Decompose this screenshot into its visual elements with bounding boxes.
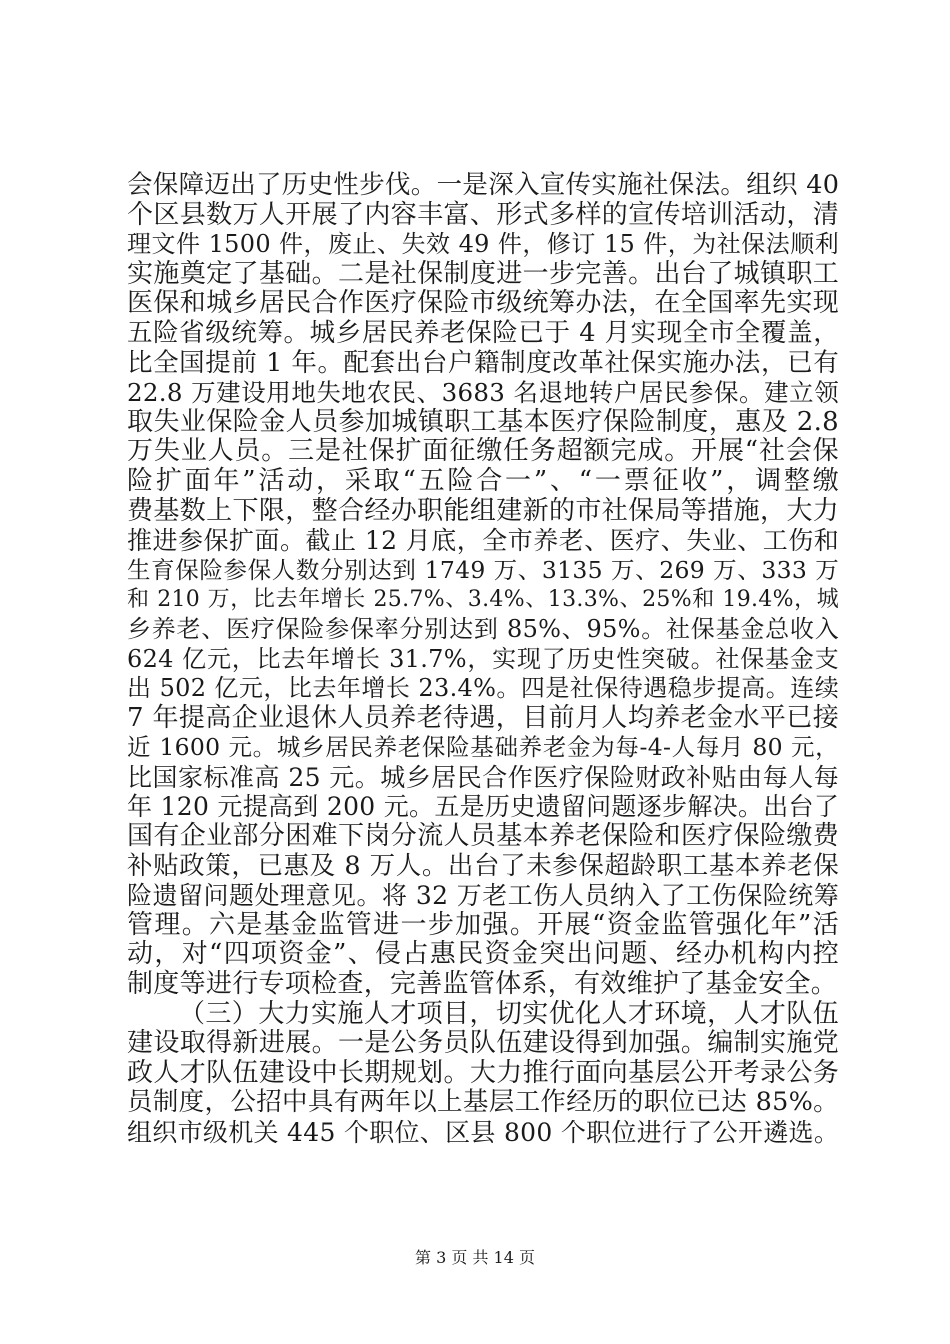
text-line: 624 亿元，比去年增长 31.7%，实现了历史性突破。社保基金支: [127, 644, 839, 673]
text-line: 补贴政策，已惠及 8 万人。出台了未参保超龄职工基本养老保: [127, 850, 839, 881]
text-line: （三）大力实施人才项目，切实优化人才环境，人才队伍: [179, 998, 839, 1029]
paragraph-2: [127, 1000, 839, 1148]
page-footer: [0, 1245, 950, 1268]
text-line: 个区县数万人开展了内容丰富、形式多样的宣传培训活动，清: [127, 199, 839, 230]
text-line: 险遗留问题处理意见。将 32 万老工伤人员纳入了工伤保险统筹: [127, 881, 839, 911]
text-line: 建设取得新进展。一是公务员队伍建设得到加强。编制实施党: [127, 1028, 839, 1059]
text-line: 制度等进行专项检查，完善监管体系，有效维护了基金安全。: [127, 969, 838, 1000]
text-line: 国有企业部分困难下岗分流人员基本养老保险和医疗保险缴费: [127, 821, 839, 852]
text-line: 险扩面年”活动，采取“五险合一”、“一票征收”，调整缴: [127, 465, 839, 496]
paragraph-1: [127, 171, 839, 1000]
text-line: 五险省级统筹。城乡居民养老保险已于 4 月实现全市全覆盖，: [127, 317, 839, 348]
text-line: 费基数上下限，整合经办职能组建新的市社保局等措施，大力: [127, 495, 839, 526]
page-number: 第 3 页 共 14 页: [415, 1248, 535, 1267]
text-line: 和 210 万，比去年增长 25.7%、3.4%、13.3%、25%和 19.4%，城: [127, 587, 839, 613]
text-line: 7 年提高企业退休人员养老待遇，目前月人均养老金水平已接: [127, 702, 839, 733]
text-line: 比全国提前 1 年。配套出台户籍制度改革社保实施办法，已有: [127, 347, 839, 378]
text-line: 22.8 万建设用地失地农民、3683 名退地转户居民参保。建立领: [127, 378, 839, 408]
text-line: 推进参保扩面。截止 12 月底，全市养老、医疗、失业、工伤和: [127, 526, 839, 556]
text-line: 乡养老、医疗保险参保率分别达到 85%、95%。社保基金总收入: [127, 614, 839, 643]
text-line: 理文件 1500 件，废止、失效 49 件，修订 15 件，为社保法顺利: [127, 230, 839, 259]
text-line: 万失业人员。三是社保扩面征缴任务超额完成。开展“社会保: [127, 436, 839, 467]
text-line: 生育保险参保人数分别达到 1749 万、3135 万、269 万、333 万: [127, 555, 839, 584]
text-line: 年 120 元提高到 200 元。五是历史遗留问题逐步解决。出台了: [127, 792, 840, 822]
body-text: [127, 171, 839, 1148]
text-line: 实施奠定了基础。二是社保制度进一步完善。出台了城镇职工: [127, 258, 839, 289]
text-line: 会保障迈出了历史性步伐。一是深入宣传实施社保法。组织 40: [127, 170, 840, 200]
text-line: 出 502 亿元，比去年增长 23.4%。四是社保待遇稳步提高。连续: [127, 674, 839, 703]
text-line: 取失业保险金人员参加城镇职工基本医疗保险制度，惠及 2.8: [127, 406, 839, 437]
text-line: 管理。六是基金监管进一步加强。开展“资金监管强化年”活: [127, 909, 839, 940]
text-line: 组织市级机关 445 个职位、区县 800 个职位进行了公开遴选。: [127, 1118, 840, 1147]
text-line: 医保和城乡居民合作医疗保险市级统筹办法，在全国率先实现: [127, 288, 839, 319]
text-line: 动，对“四项资金”、侵占惠民资金突出问题、经办机构内控: [127, 939, 839, 970]
text-line: 政人才队伍建设中长期规划。大力推行面向基层公开考录公务: [127, 1057, 839, 1088]
text-line: 员制度，公招中具有两年以上基层工作经历的职位已达 85%。: [127, 1087, 839, 1118]
text-line: 比国家标准高 25 元。城乡居民合作医疗保险财政补贴由每人每: [127, 762, 839, 792]
text-line: 近 1600 元。城乡居民养老保险基础养老金为每-4-人每月 80 元，: [127, 733, 839, 762]
